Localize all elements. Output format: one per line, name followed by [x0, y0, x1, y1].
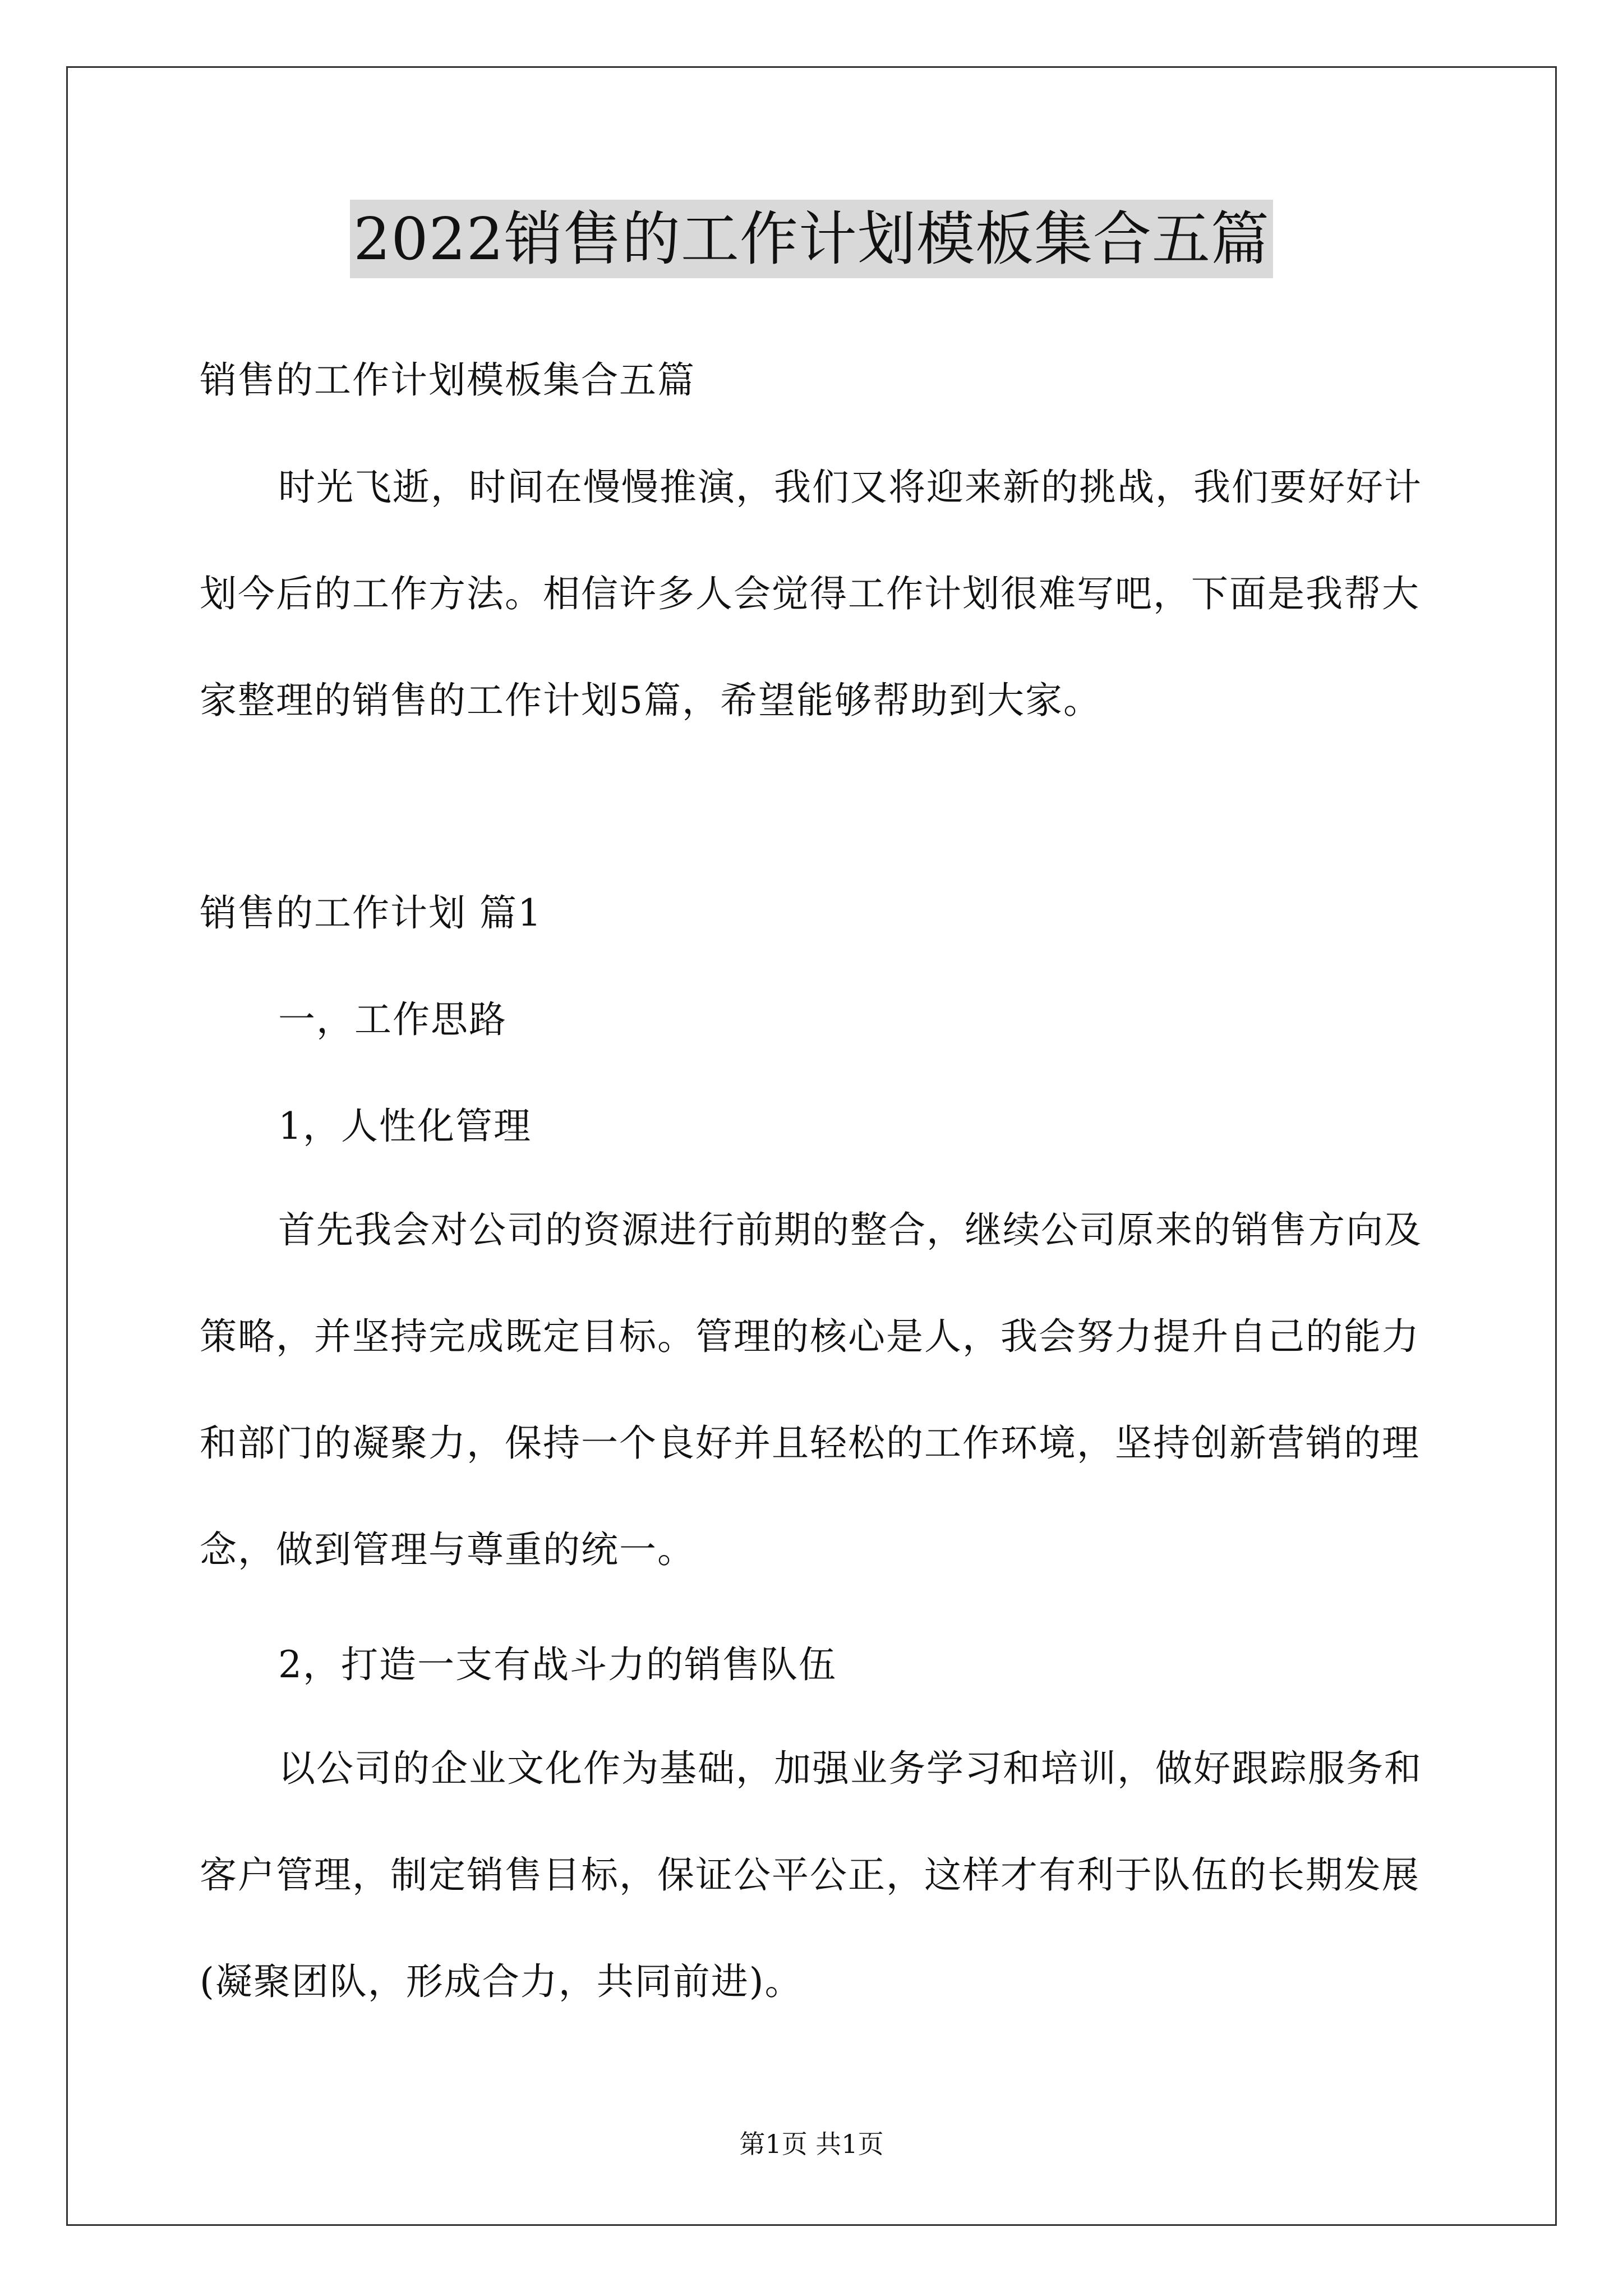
- subheading-sales-team: 2，打造一支有战斗力的销售队伍: [278, 1643, 837, 1686]
- team-paragraph: 以公司的企业文化作为基础，加强业务学习和培训，做好跟踪服务和客户管理，制定销售目标，保证公平公正，这样才有利于队伍的长期发展(凝聚团队，形成合力，共同前进)。: [200, 1747, 1422, 2003]
- management-paragraph: 首先我会对公司的资源进行前期的整合，继续公司原来的销售方向及策略，并坚持完成既定目标。管理的核心是人，我会努力提升自己的能力和部门的凝聚力，保持一个良好并且轻松的工作环境，坚持创新营销的理念，做到管理与尊重的统一。: [200, 1208, 1422, 1571]
- subheading-work-approach: 一，工作思路: [278, 998, 507, 1041]
- intro-paragraph: 时光飞逝，时间在慢慢推演，我们又将迎来新的挑战，我们要好好计划今后的工作方法。相信许多人会觉得工作计划很难写吧，下面是我帮大家整理的销售的工作计划5篇，希望能够帮助到大家。: [200, 466, 1422, 722]
- title-container: [0, 200, 1623, 278]
- subheading-humanized-management: 1，人性化管理: [278, 1105, 532, 1148]
- page-footer: 第1页 共1页: [739, 2129, 884, 2159]
- document-title: 2022销售的工作计划模板集合五篇: [350, 200, 1273, 278]
- subtitle-paragraph: 销售的工作计划模板集合五篇: [200, 358, 695, 402]
- section-heading: 销售的工作计划 篇1: [200, 891, 542, 935]
